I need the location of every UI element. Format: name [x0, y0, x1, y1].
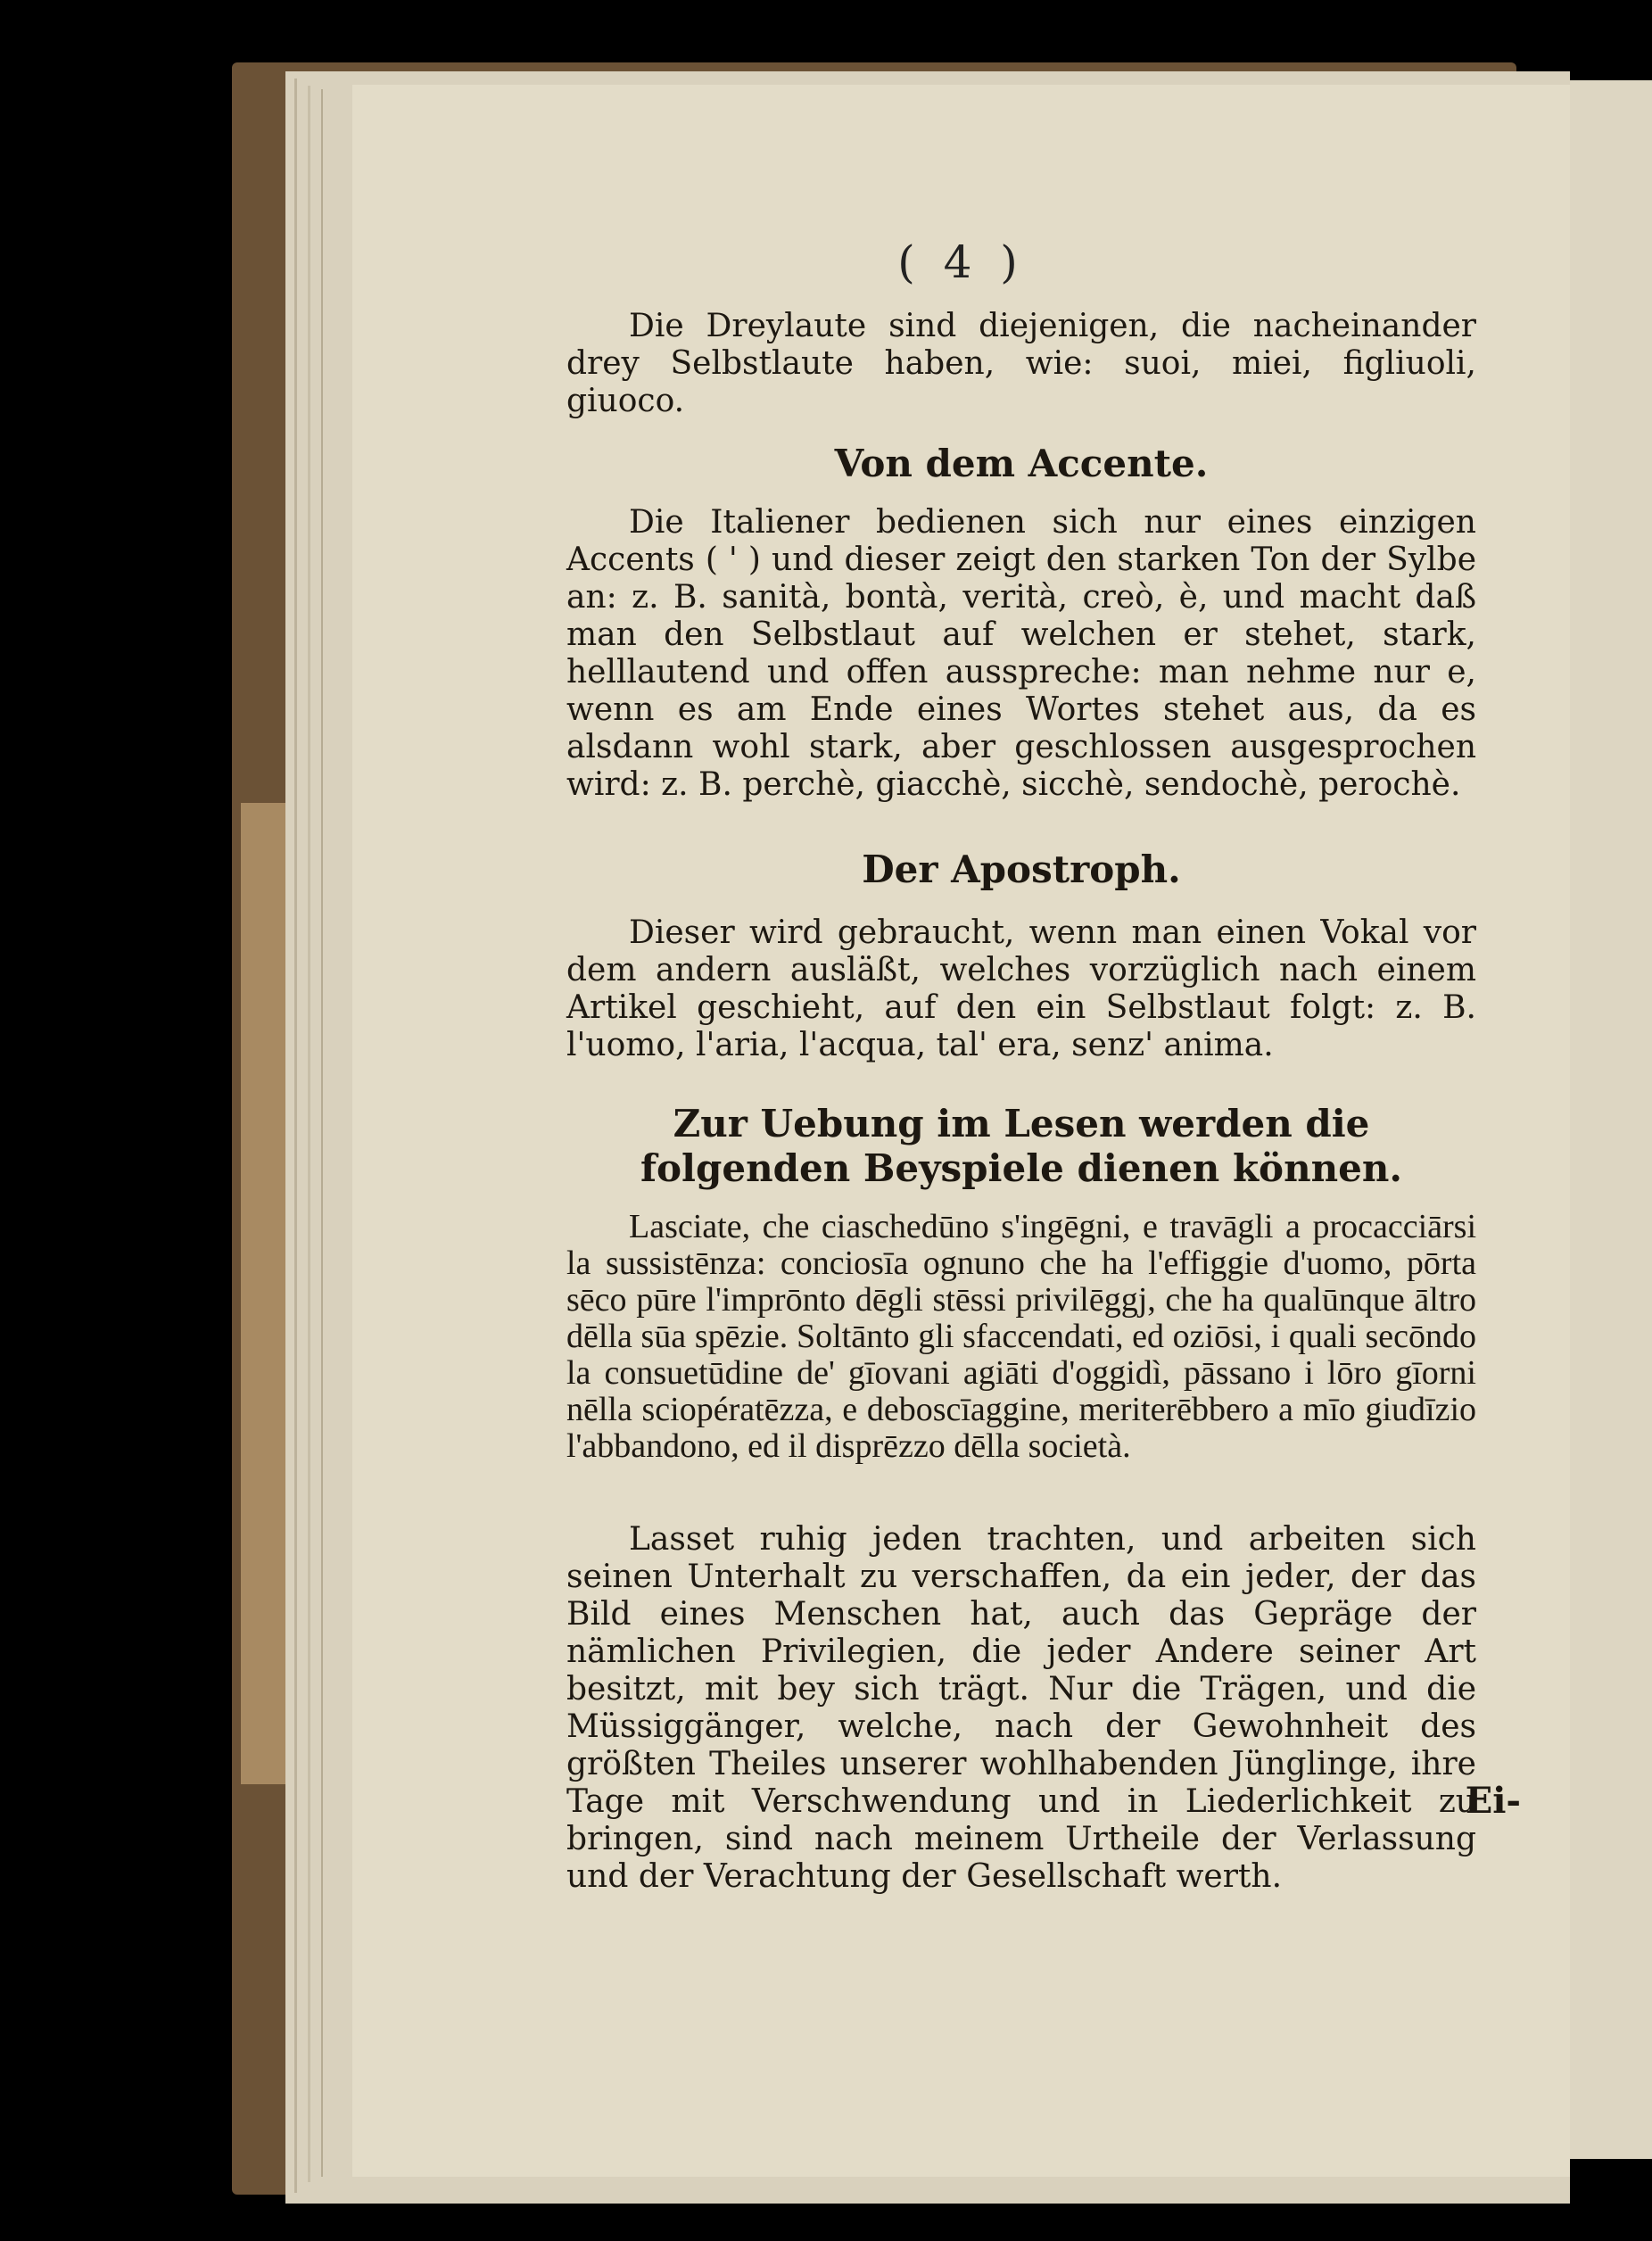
paragraph-lasset: Lasset ruhig jeden trachten, und arbeiten sich seinen Unterhalt zu verschaffen, da ein jeder, der das Bild eines Menschen hat, auch das Gepräge der nämlichen Privilegien, die jeder Andere seiner Art besitzt, mit bey sich trägt. Nur die Trägen, und die Müssiggänger, welche, nach der Gewohnheit des größten Theiles unserer wohlhabenden Jünglinge, ihre Tage mit Verschwendung und in Liederlichkeit zu bringen, sind nach meinem Urtheile der Verlassung und der Verachtung der Gesellschaft werth. [566, 1521, 1476, 1895]
heading-uebung: Zur Uebung im Lesen werden die folgenden Beyspiele dienen können. [640, 1102, 1403, 1190]
text-block-accente [566, 504, 1476, 804]
paragraph-italian: Lasciate, che ciaschedūno s'ingēgni, e travāgli a procacciārsi la sussistēnza: conciosīa ognuno che ha l'effiggie d'uomo, pōrta sēco pūre l'imprōnto dēgli stēssi privilēggj, che ha qualūnque āltro dēlla sūa spēzie. Soltānto gli sfaccendati, ed oziōsi, i quali secōndo la consuetūdine de' gīovani agiāti d'oggidì, pāssano i lōro gīorni nēlla sciopératēzza, e deboscīaggine, meriterēbbero a mīo giudīzio l'abbandono, ed il disprēzzo dēlla società. [566, 1208, 1476, 1465]
paragraph-accente: Die Italiener bedienen sich nur eines einzigen Accents ( ' ) und dieser zeigt den starken Ton der Sylbe an: z. B. sanità, bontà, verità, creò, è, und macht daß man den Selbstlaut auf welchen er stehet, stark, helllautend und offen ausspreche: man nehme nur e, wenn es am Ende eines Wortes stehet aus, da es alsdann wohl stark, aber geschlossen ausgesprochen wird: z. B. perchè, giacchè, sicchè, sendochè, perochè. [566, 504, 1476, 803]
heading-apostroph: Der Apostroph. [862, 848, 1181, 891]
paragraph-apostroph: Dieser wird gebraucht, wenn man einen Vokal vor dem andern ausläßt, welches vorzüglich nach einem Artikel geschieht, auf den ein Selbstlaut folgt: z. B. l'uomo, l'aria, l'acqua, tal' era, senz' anima. [566, 914, 1476, 1063]
heading-accente: Von dem Accente. [834, 442, 1209, 485]
section-uebung [602, 1102, 1441, 1191]
book-page [352, 85, 1570, 2177]
section-accente [566, 442, 1476, 485]
section-apostroph [566, 848, 1476, 891]
text-block-apostroph [566, 914, 1476, 1064]
paragraph-dreylaute: Die Dreylaute sind diejenigen, die nacheinander drey Selbstlaute haben, wie: suoi, miei, figliuoli, giuoco. [566, 308, 1476, 419]
catchword: Ei- [1465, 1780, 1521, 1822]
facing-page [1570, 80, 1652, 2159]
text-block-lasset [566, 1521, 1476, 1896]
text-block-italian [566, 1209, 1476, 1465]
text-block-dreylaute [566, 308, 1476, 420]
page-number: ( 4 ) [897, 236, 1025, 288]
